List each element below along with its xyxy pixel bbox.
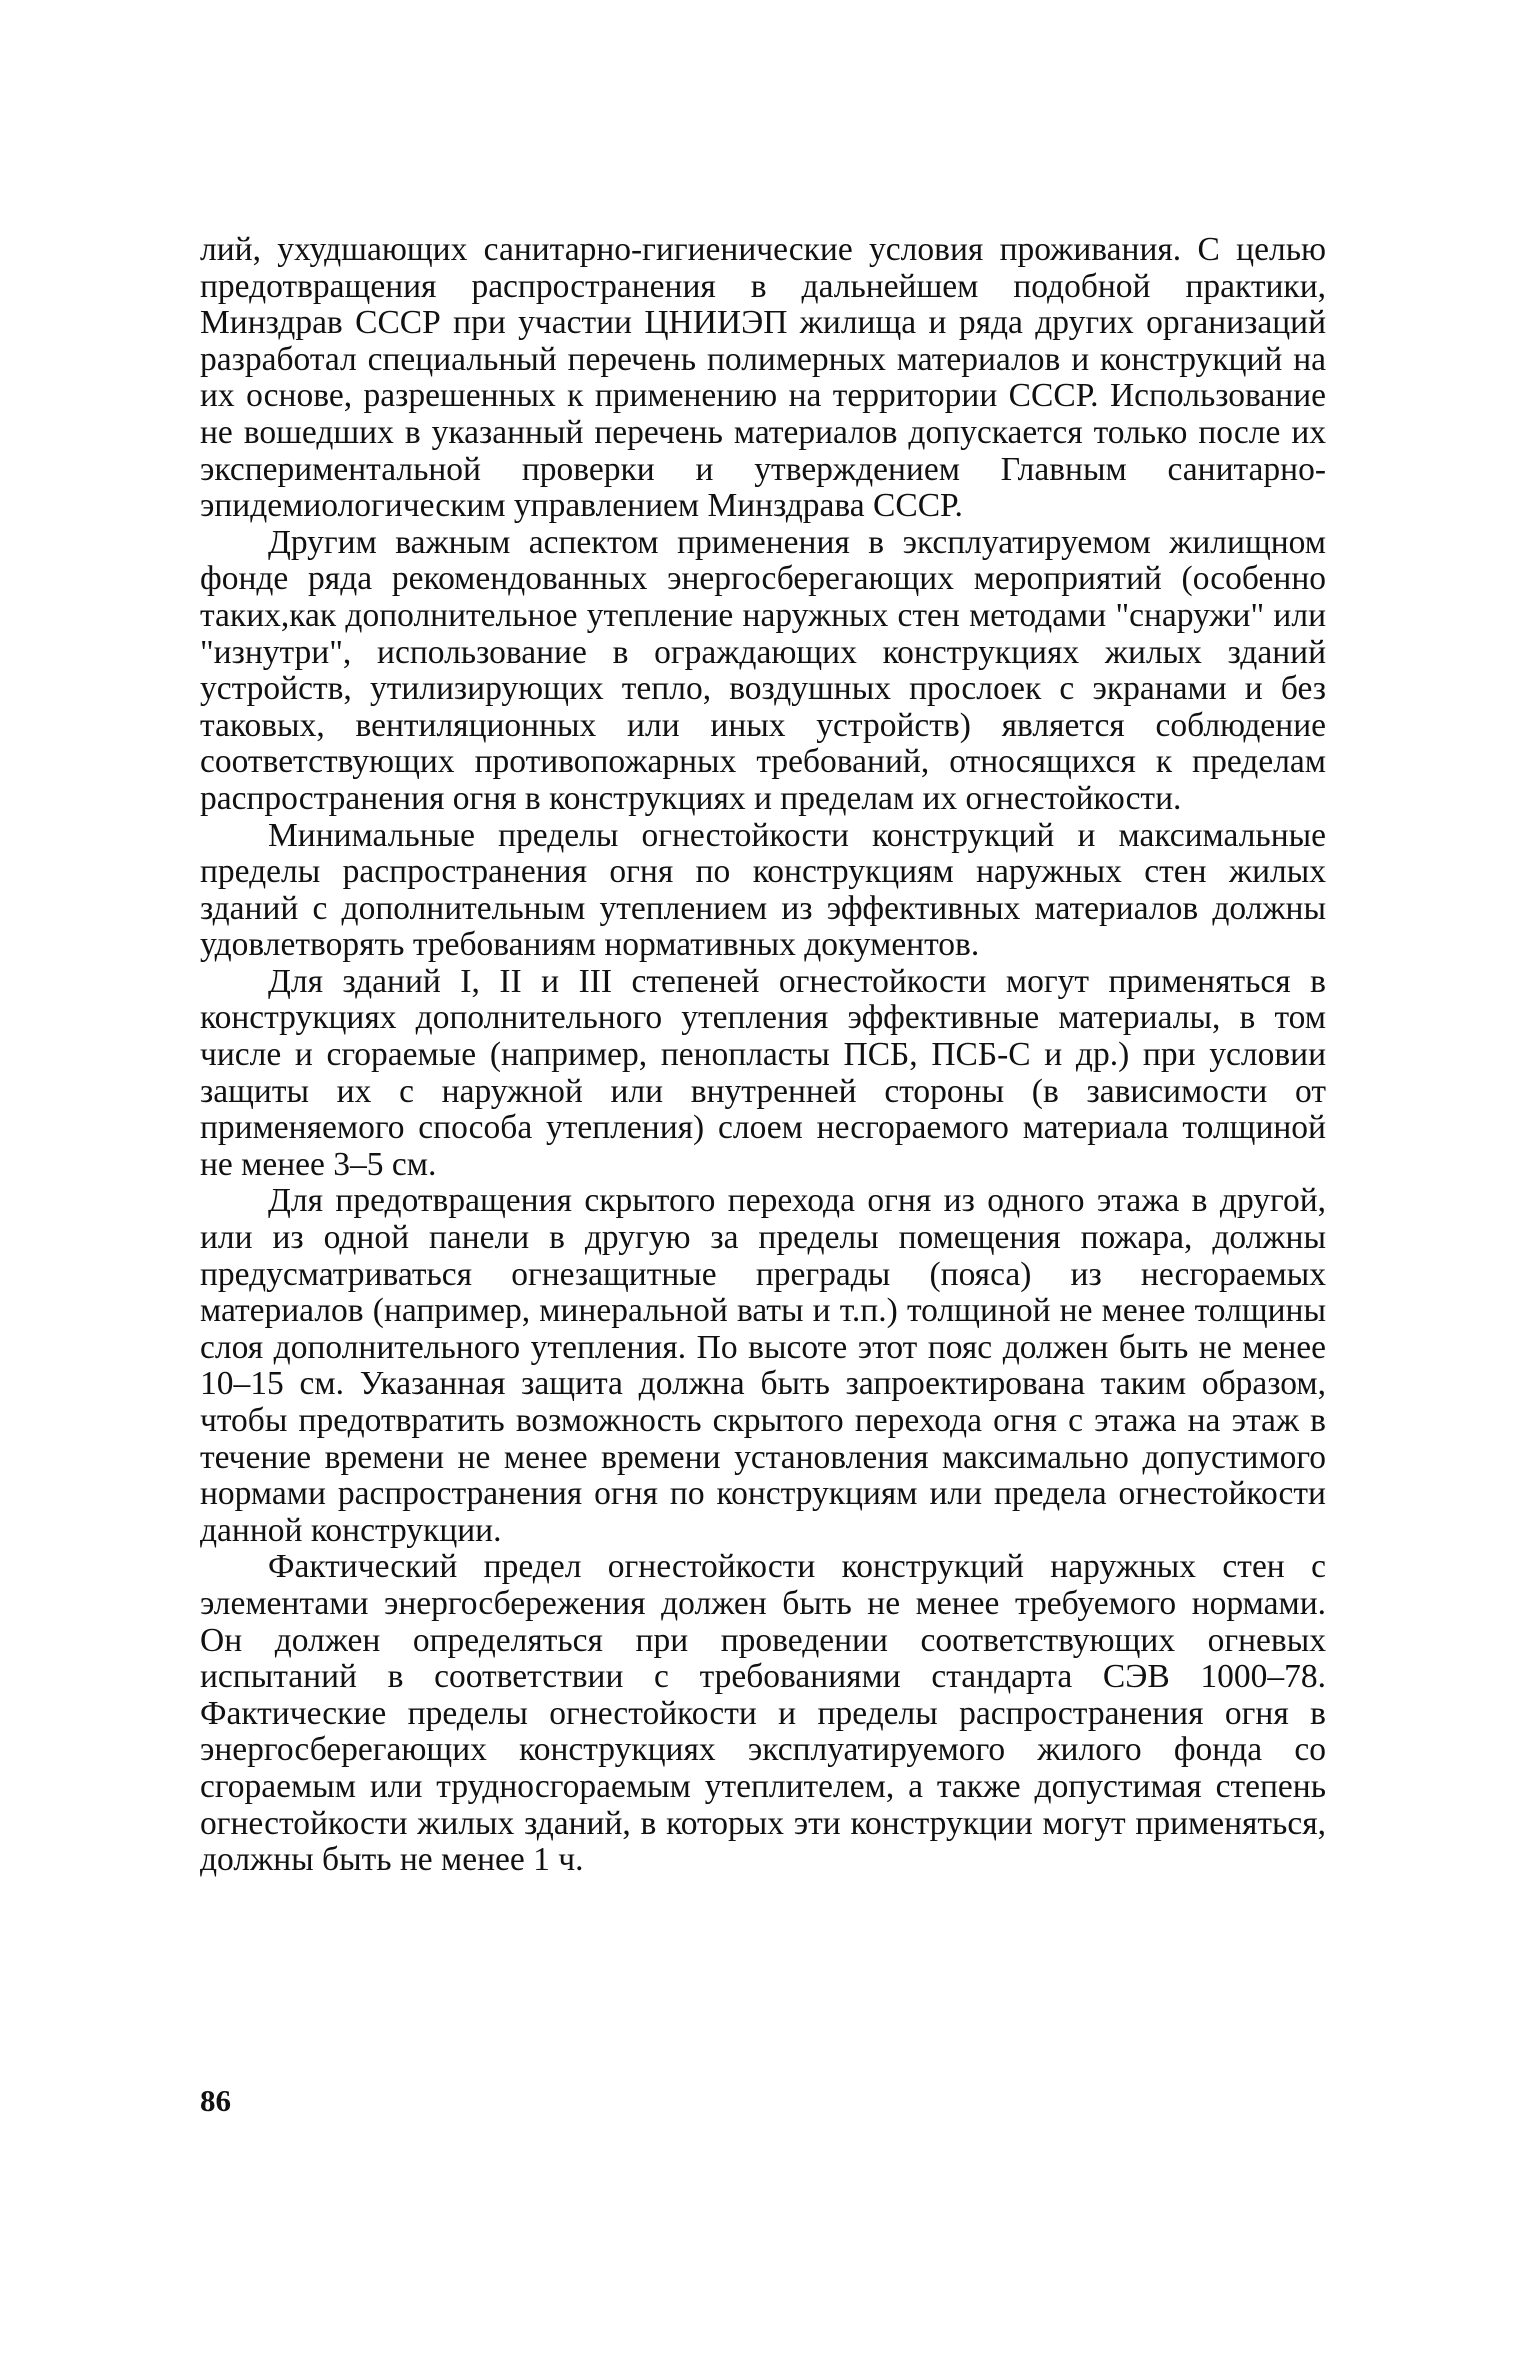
paragraph-building-degrees: Для зданий I, II и III степеней огнестойкости могут применяться в конструкциях дополнительного утепления эффективные материалы, в том числе и сгораемые (например, пенопласты ПСБ, ПСБ-С и др.) при условии защиты их с наружной или внутренней стороны (в зависимости от применяемого способа утепления) слоем несгораемого материала толщиной не менее 3–5 см. (200, 962, 1326, 1183)
paragraph-minimum-limits: Минимальные пределы огнестойкости конструкций и максимальные пределы распространения огня по конструкциям наружных стен жилых зданий с дополнительным утеплением из эффективных материалов должны удовлетворять требованиям нормативных документов. (200, 816, 1326, 964)
paragraph-fire-safety-aspect: Другим важным аспектом применения в эксплуатируемом жилищном фонде ряда рекомендованных энергосберегающих мероприятий (особенно таких,как дополнительное утепление наружных стен методами "снаружи" или "изнутри", использование в ограждающих конструкциях жилых зданий устройств, утилизирующих тепло, воздушных прослоек с экранами и без таковых, вентиляционных или иных устройств) является соблюдение соответствующих противопожарных требований, относящихся к пределам распространения огня в конструкциях и пределам их огнестойкости. (200, 523, 1326, 817)
page-number: 86 (200, 2083, 231, 2118)
paragraph-continuation: лий, ухудшающих санитарно-гигиенические условия проживания. С целью предотвращения распространения в дальнейшем подобной практики, Минздрав СССР при участии ЦНИИЭП жилища и ряда других организаций разработал специальный перечень полимерных материалов и конструкций на их основе, разрешенных к применению на территории СССР. Использование не вошедших в указанный перечень материалов допускается только после их экспериментальной проверки и утверждением Главным санитарно-эпидемиологическим управлением Минздрава СССР. (200, 231, 1326, 525)
paragraph-actual-limit: Фактический предел огнестойкости конструкций наружных стен с элементами энергосбережения должен быть не менее требуемого нормами. Он должен определяться при проведении соответствующих огневых испытаний в соответствии с требованиями стандарта СЭВ 1000–78. Фактические пределы огнестойкости и пределы распространения огня в энергосберегающих конструкциях эксплуатируемого жилого фонда со сгораемым или трудносгораемым утеплителем, а также допустимая степень огнестойкости жилых зданий, в которых эти конструкции могут применяться, должны быть не менее 1 ч. (200, 1548, 1326, 1879)
paragraph-fire-barriers: Для предотвращения скрытого перехода огня из одного этажа в другой, или из одной панели в другую за пределы помещения пожара, должны предусматриваться огнезащитные преграды (пояса) из несгораемых материалов (например, минеральной ваты и т.п.) толщиной не менее толщины слоя дополнительного утепления. По высоте этот пояс должен быть не менее 10–15 см. Указанная защита должна быть запроектирована таким образом, чтобы предотвратить возможность скрытого перехода огня с этажа на этаж в течение времени не менее времени установления максимально допустимого нормами распространения огня по конструкциям или предела огнестойкости данной конструкции. (200, 1182, 1326, 1549)
page-text-block (200, 232, 1326, 1879)
